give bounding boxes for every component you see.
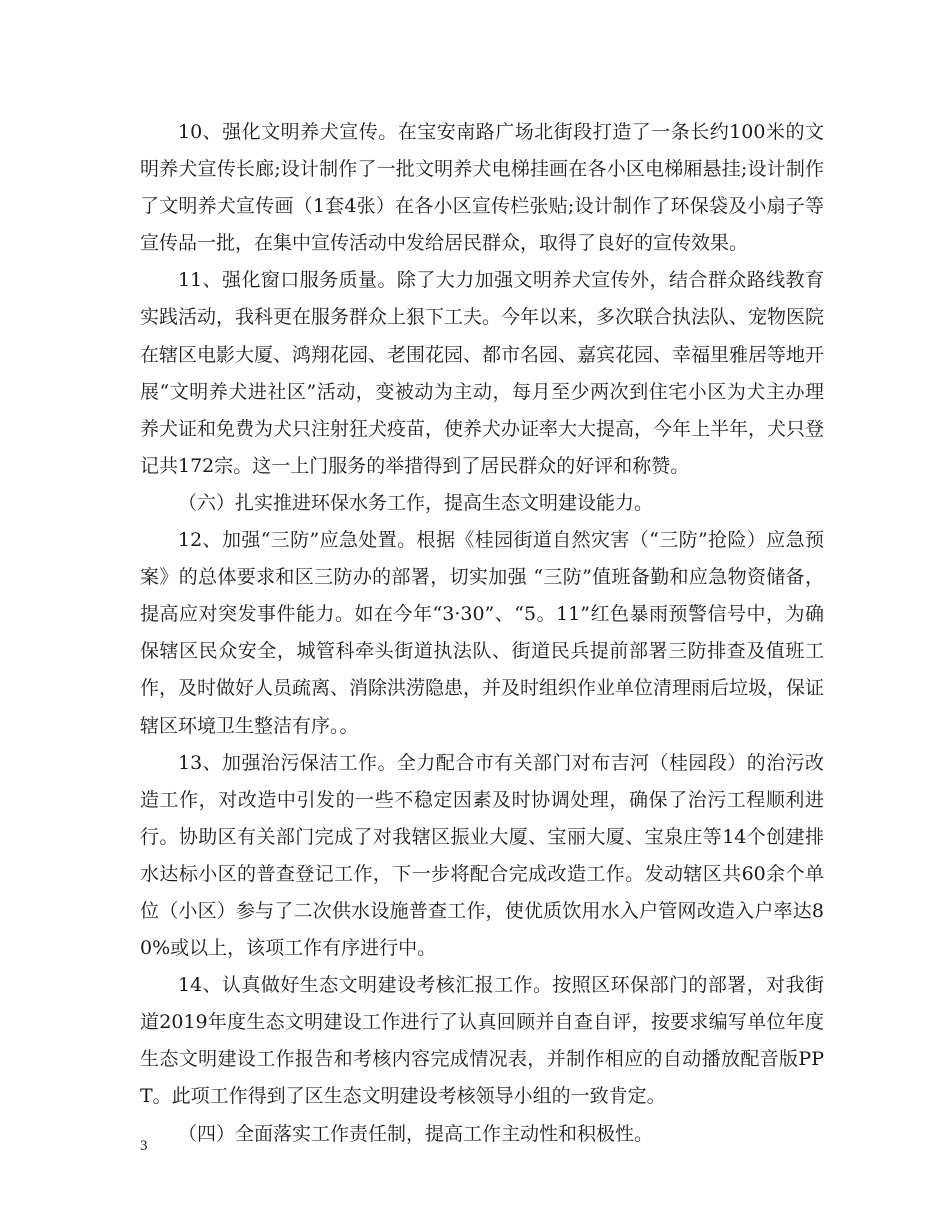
paragraph-item-14: 14、认真做好生态文明建设考核汇报工作。按照区环保部门的部署，对我街道2019年度生态文明建设工作进行了认真回顾并自查自评，按要求编写单位年度生态文明建设工作报告和考核内容完成情况表，并制作相应的自动播放配音版PPT。此项工作得到了区生态文明建设考核领导小组的一致肯定。 xyxy=(140,974,824,1108)
paragraph-item-12: 12、加强“三防”应急处置。根据《桂园街道自然灾害（“三防”抢险）应急预案》的总体要求和区三防办的部署，切实加强 “三防”值班备勤和应急物资储备，提高应对突发事件能力。如在今年“3·30”、“5。11”红色暴雨预警信号中，为确保辖区民众安全，城管科牵头街道执法队、街道民兵提前部署三防排查及值班工作，及时做好人员疏离、消除洪涝隐患，并及时组织作业单位清理雨后垃圾，保证辖区环境卫生整洁有序。。 xyxy=(140,529,825,737)
paragraph-item-11: 11、强化窗口服务质量。除了大力加强文明养犬宣传外，结合群众路线教育实践活动，我科更在服务群众上狠下工夫。今年以来，多次联合执法队、宠物医院在辖区电影大厦、鸿翔花园、老围花园、都市名园、嘉宾花园、幸福里雅居等地开展“文明养犬进社区”活动，变被动为主动，每月至少两次到住宅小区为犬主办理养犬证和免费为犬只注射狂犬疫苗，使养犬办证率大大提高，今年上半年，犬只登记共172宗。这一上门服务的举措得到了居民群众的好评和称赞。 xyxy=(140,269,825,477)
section-heading-4: （四）全面落实工作责任制，提高工作主动性和积极性。 xyxy=(178,1122,654,1145)
document-body xyxy=(140,114,824,1153)
paragraph-item-13: 13、加强治污保洁工作。全力配合市有关部门对布吉河（桂园段）的治污改造工作，对改造中引发的一些不稳定因素及时协调处理，确保了治污工程顺利进行。协助区有关部门完成了对我辖区振业大厦、宝丽大厦、宝泉庄等14个创建排水达标小区的普查登记工作，下一步将配合完成改造工作。发动辖区共60余个单位（小区）参与了二次供水设施普查工作，使优质饮用水入户管网改造入户率达80%或以上，该项工作有序进行中。 xyxy=(140,751,824,960)
section-heading-6: （六）扎实推进环保水务工作，提高生态文明建设能力。 xyxy=(178,491,654,514)
page-number: 3 xyxy=(140,1138,148,1154)
paragraph-item-10: 10、强化文明养犬宣传。在宝安南路广场北街段打造了一条长约100米的文明养犬宣传长廊;设计制作了一批文明养犬电梯挂画在各小区电梯厢悬挂;设计制作了文明养犬宣传画（1套4张）在各小区宣传栏张贴;设计制作了环保袋及小扇子等宣传品一批，在集中宣传活动中发给居民群众，取得了良好的宣传效果。 xyxy=(140,121,824,255)
